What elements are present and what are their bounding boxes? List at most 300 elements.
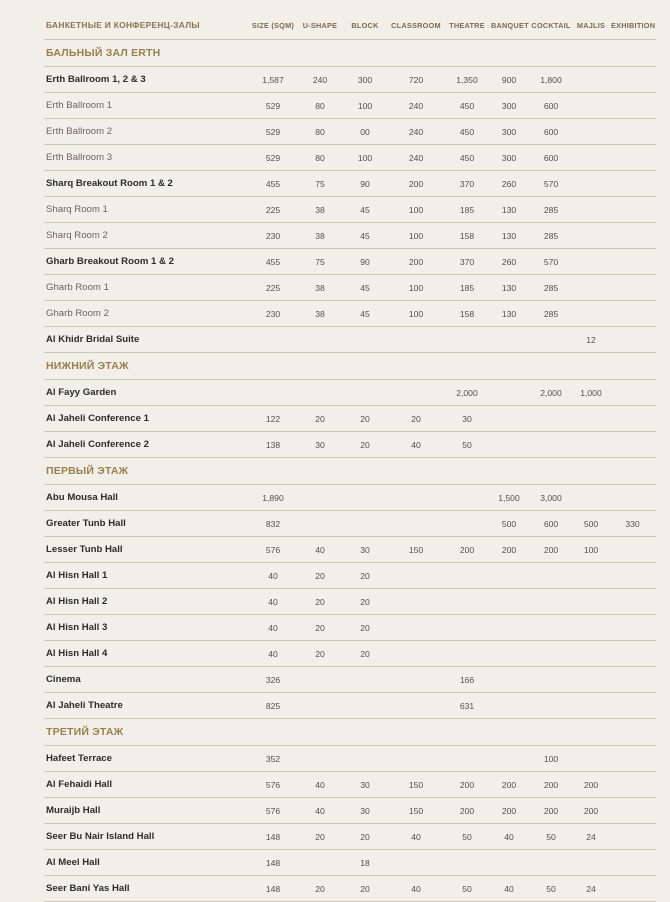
capacity-cell: 150	[387, 798, 445, 824]
capacity-cell	[387, 850, 445, 876]
venue-name: Al Hisn Hall 4	[44, 641, 249, 667]
capacity-cell	[445, 615, 489, 641]
capacity-cell: 600	[529, 93, 573, 119]
capacity-cell: 225	[249, 275, 297, 301]
capacity-cell	[609, 615, 656, 641]
capacity-cell: 40	[297, 798, 343, 824]
capacity-cell	[529, 615, 573, 641]
capacity-cell	[529, 641, 573, 667]
capacity-cell: 80	[297, 93, 343, 119]
table-row	[44, 537, 656, 563]
capacity-cell	[529, 589, 573, 615]
table-row	[44, 275, 656, 301]
venue-name: Sharq Room 2	[44, 223, 249, 249]
capacity-cell: 1,890	[249, 485, 297, 511]
capacity-cell: 30	[343, 798, 387, 824]
capacity-cell	[609, 485, 656, 511]
capacity-cell: 1,500	[489, 485, 529, 511]
column-header-cocktail: COCKTAIL	[531, 21, 571, 30]
capacity-cell	[445, 485, 489, 511]
capacity-cell	[387, 641, 445, 667]
capacity-cell	[609, 432, 656, 458]
capacity-cell	[387, 511, 445, 537]
capacity-cell	[609, 641, 656, 667]
capacity-cell	[573, 145, 609, 171]
capacity-cell: 20	[343, 615, 387, 641]
capacity-cell	[343, 693, 387, 719]
capacity-cell: 200	[573, 772, 609, 798]
capacity-cell: 20	[343, 824, 387, 850]
table-section-row	[44, 353, 656, 380]
capacity-cell	[445, 850, 489, 876]
capacity-cell: 75	[297, 171, 343, 197]
table-row	[44, 223, 656, 249]
venue-name: Cinema	[44, 667, 249, 693]
capacity-cell: 450	[445, 93, 489, 119]
table-row	[44, 563, 656, 589]
venue-name: Al Meel Hall	[44, 850, 249, 876]
table-row	[44, 145, 656, 171]
capacity-cell: 631	[445, 693, 489, 719]
capacity-cell	[249, 327, 297, 353]
capacity-cell	[445, 589, 489, 615]
capacity-cell	[609, 249, 656, 275]
capacity-cell	[445, 746, 489, 772]
capacity-cell	[489, 746, 529, 772]
capacity-cell	[573, 406, 609, 432]
capacity-cell: 900	[489, 67, 529, 93]
capacity-cell	[387, 380, 445, 406]
capacity-cell: 100	[343, 145, 387, 171]
capacity-cell: 38	[297, 197, 343, 223]
capacity-cell: 576	[249, 772, 297, 798]
capacity-cell	[445, 327, 489, 353]
capacity-cell: 40	[249, 589, 297, 615]
capacity-cell: 326	[249, 667, 297, 693]
capacity-cell: 100	[573, 537, 609, 563]
capacity-cell: 20	[297, 406, 343, 432]
capacity-cell: 230	[249, 223, 297, 249]
venue-name: Al Hisn Hall 3	[44, 615, 249, 641]
table-row	[44, 432, 656, 458]
capacity-cell: 529	[249, 145, 297, 171]
venue-name: Muraijb Hall	[44, 798, 249, 824]
capacity-cell	[609, 119, 656, 145]
venue-capacity-table	[44, 20, 656, 902]
capacity-cell: 45	[343, 197, 387, 223]
capacity-cell: 576	[249, 798, 297, 824]
capacity-cell	[297, 850, 343, 876]
capacity-cell: 50	[529, 876, 573, 902]
capacity-cell: 1,800	[529, 67, 573, 93]
venue-name: Al Jaheli Conference 1	[44, 406, 249, 432]
capacity-cell	[609, 746, 656, 772]
capacity-cell: 40	[249, 641, 297, 667]
capacity-cell: 1,350	[445, 67, 489, 93]
venue-name: Erth Ballroom 3	[44, 145, 249, 171]
capacity-cell: 100	[387, 275, 445, 301]
capacity-cell: 30	[343, 772, 387, 798]
table-row	[44, 485, 656, 511]
capacity-cell: 230	[249, 301, 297, 327]
capacity-cell: 40	[387, 824, 445, 850]
capacity-cell	[387, 589, 445, 615]
capacity-cell: 825	[249, 693, 297, 719]
capacity-cell	[529, 432, 573, 458]
table-row	[44, 67, 656, 93]
capacity-cell: 300	[489, 119, 529, 145]
capacity-cell: 18	[343, 850, 387, 876]
venue-name: Gharb Room 2	[44, 301, 249, 327]
capacity-cell	[609, 327, 656, 353]
capacity-cell: 50	[445, 824, 489, 850]
capacity-cell	[489, 693, 529, 719]
capacity-cell	[387, 327, 445, 353]
capacity-cell	[343, 746, 387, 772]
table-section-row	[44, 719, 656, 746]
capacity-cell: 166	[445, 667, 489, 693]
capacity-cell: 720	[387, 67, 445, 93]
column-header-size: SIZE (SQM)	[251, 21, 295, 30]
capacity-cell: 450	[445, 145, 489, 171]
capacity-cell: 75	[297, 249, 343, 275]
capacity-cell	[609, 197, 656, 223]
capacity-cell	[343, 511, 387, 537]
capacity-cell: 600	[529, 511, 573, 537]
capacity-cell: 240	[387, 93, 445, 119]
capacity-cell	[573, 589, 609, 615]
column-header-theatre: THEATRE	[449, 21, 485, 30]
capacity-cell: 260	[489, 171, 529, 197]
capacity-cell: 20	[387, 406, 445, 432]
capacity-cell	[609, 667, 656, 693]
capacity-cell	[573, 67, 609, 93]
capacity-cell	[573, 119, 609, 145]
capacity-cell	[387, 693, 445, 719]
capacity-cell: 80	[297, 119, 343, 145]
capacity-cell	[489, 641, 529, 667]
capacity-cell: 100	[529, 746, 573, 772]
table-row	[44, 93, 656, 119]
capacity-cell	[609, 824, 656, 850]
table-header-row	[44, 20, 656, 40]
capacity-cell	[489, 667, 529, 693]
capacity-cell: 148	[249, 824, 297, 850]
capacity-cell	[387, 746, 445, 772]
capacity-cell	[573, 850, 609, 876]
capacity-cell: 500	[489, 511, 529, 537]
capacity-cell: 370	[445, 171, 489, 197]
capacity-cell: 12	[573, 327, 609, 353]
capacity-cell	[573, 432, 609, 458]
venue-name: Hafeet Terrace	[44, 746, 249, 772]
section-label: БАЛЬНЫЙ ЗАЛ ERTH	[44, 40, 656, 67]
table-row	[44, 798, 656, 824]
capacity-cell	[297, 327, 343, 353]
column-header-venue: БАНКЕТНЫЕ И КОНФЕРЕНЦ-ЗАЛЫ	[46, 20, 200, 30]
capacity-cell	[297, 485, 343, 511]
capacity-cell	[489, 380, 529, 406]
capacity-cell	[529, 667, 573, 693]
capacity-cell: 24	[573, 876, 609, 902]
table-section-row	[44, 458, 656, 485]
venue-name: Gharb Room 1	[44, 275, 249, 301]
capacity-cell	[489, 563, 529, 589]
capacity-cell: 24	[573, 824, 609, 850]
capacity-cell: 300	[489, 145, 529, 171]
capacity-cell: 2,000	[529, 380, 573, 406]
capacity-cell: 100	[387, 197, 445, 223]
capacity-cell: 240	[297, 67, 343, 93]
capacity-cell	[529, 563, 573, 589]
capacity-cell	[529, 850, 573, 876]
capacity-cell: 832	[249, 511, 297, 537]
capacity-cell: 1,587	[249, 67, 297, 93]
capacity-cell: 100	[343, 93, 387, 119]
venue-name: Al Fayy Garden	[44, 380, 249, 406]
capacity-cell: 200	[445, 798, 489, 824]
capacity-cell	[297, 667, 343, 693]
capacity-cell	[573, 641, 609, 667]
capacity-cell: 185	[445, 197, 489, 223]
capacity-cell: 90	[343, 249, 387, 275]
capacity-cell	[573, 197, 609, 223]
capacity-cell	[573, 249, 609, 275]
capacity-cell	[609, 876, 656, 902]
capacity-cell: 45	[343, 223, 387, 249]
capacity-cell: 45	[343, 301, 387, 327]
column-header-exhibition: EXHIBITION	[611, 21, 656, 30]
capacity-cell: 38	[297, 275, 343, 301]
table-row	[44, 301, 656, 327]
venue-name: Al Jaheli Theatre	[44, 693, 249, 719]
capacity-cell: 285	[529, 223, 573, 249]
capacity-cell	[387, 615, 445, 641]
capacity-cell	[489, 406, 529, 432]
capacity-cell	[445, 511, 489, 537]
capacity-cell	[489, 432, 529, 458]
column-header-block: BLOCK	[351, 21, 379, 30]
capacity-cell: 40	[387, 432, 445, 458]
capacity-cell: 600	[529, 145, 573, 171]
capacity-cell	[609, 171, 656, 197]
capacity-cell: 20	[297, 615, 343, 641]
capacity-cell: 158	[445, 223, 489, 249]
capacity-cell	[343, 380, 387, 406]
capacity-cell: 20	[297, 589, 343, 615]
capacity-cell: 40	[489, 824, 529, 850]
column-header-banquet: BANQUET	[491, 21, 529, 30]
venue-name: Sharq Breakout Room 1 & 2	[44, 171, 249, 197]
capacity-cell	[609, 67, 656, 93]
capacity-cell: 352	[249, 746, 297, 772]
table-row	[44, 850, 656, 876]
venue-capacity-page	[0, 20, 670, 897]
venue-name: Al Khidr Bridal Suite	[44, 327, 249, 353]
capacity-cell: 20	[343, 876, 387, 902]
capacity-cell	[343, 485, 387, 511]
capacity-cell: 200	[445, 772, 489, 798]
capacity-cell	[573, 301, 609, 327]
capacity-cell: 455	[249, 249, 297, 275]
capacity-cell: 90	[343, 171, 387, 197]
venue-name: Erth Ballroom 1	[44, 93, 249, 119]
capacity-cell	[573, 615, 609, 641]
capacity-cell: 200	[529, 798, 573, 824]
column-header-ushape: U-SHAPE	[302, 21, 338, 30]
table-row	[44, 693, 656, 719]
capacity-cell: 38	[297, 223, 343, 249]
venue-name: Lesser Tunb Hall	[44, 537, 249, 563]
capacity-cell	[445, 563, 489, 589]
capacity-cell: 20	[343, 406, 387, 432]
capacity-cell: 138	[249, 432, 297, 458]
capacity-cell: 50	[445, 876, 489, 902]
capacity-cell: 285	[529, 197, 573, 223]
capacity-cell	[573, 563, 609, 589]
table-section-row	[44, 40, 656, 67]
capacity-cell	[343, 667, 387, 693]
capacity-cell	[609, 301, 656, 327]
table-row	[44, 380, 656, 406]
capacity-cell: 130	[489, 301, 529, 327]
table-row	[44, 876, 656, 902]
capacity-cell: 40	[249, 563, 297, 589]
capacity-cell: 330	[609, 511, 656, 537]
venue-name: Abu Mousa Hall	[44, 485, 249, 511]
capacity-cell: 100	[387, 301, 445, 327]
capacity-cell	[609, 563, 656, 589]
capacity-cell	[609, 589, 656, 615]
capacity-cell: 40	[489, 876, 529, 902]
capacity-cell: 20	[343, 641, 387, 667]
venue-name: Gharb Breakout Room 1 & 2	[44, 249, 249, 275]
venue-name: Seer Bu Nair Island Hall	[44, 824, 249, 850]
table-body	[44, 40, 656, 902]
capacity-cell	[573, 93, 609, 119]
capacity-cell: 40	[297, 537, 343, 563]
capacity-cell: 300	[343, 67, 387, 93]
capacity-cell	[529, 693, 573, 719]
capacity-cell: 240	[387, 119, 445, 145]
capacity-cell: 529	[249, 119, 297, 145]
table-row	[44, 406, 656, 432]
table-row	[44, 746, 656, 772]
capacity-cell: 30	[445, 406, 489, 432]
capacity-cell	[573, 746, 609, 772]
capacity-cell: 200	[489, 798, 529, 824]
venue-name: Al Fehaidi Hall	[44, 772, 249, 798]
capacity-cell	[609, 223, 656, 249]
capacity-cell: 50	[445, 432, 489, 458]
table-row	[44, 641, 656, 667]
capacity-cell: 38	[297, 301, 343, 327]
capacity-cell: 20	[297, 563, 343, 589]
capacity-cell: 148	[249, 850, 297, 876]
capacity-cell	[387, 667, 445, 693]
section-label: ПЕРВЫЙ ЭТАЖ	[44, 458, 656, 485]
capacity-cell: 200	[573, 798, 609, 824]
capacity-cell: 576	[249, 537, 297, 563]
table-row	[44, 197, 656, 223]
capacity-cell: 130	[489, 275, 529, 301]
venue-name: Al Hisn Hall 1	[44, 563, 249, 589]
capacity-cell: 300	[489, 93, 529, 119]
venue-name: Erth Ballroom 2	[44, 119, 249, 145]
capacity-cell	[573, 667, 609, 693]
capacity-cell	[489, 589, 529, 615]
capacity-cell: 260	[489, 249, 529, 275]
capacity-cell	[489, 327, 529, 353]
capacity-cell: 3,000	[529, 485, 573, 511]
capacity-cell: 200	[387, 249, 445, 275]
capacity-cell: 80	[297, 145, 343, 171]
capacity-cell	[387, 485, 445, 511]
capacity-cell	[609, 537, 656, 563]
capacity-cell: 50	[529, 824, 573, 850]
table-row	[44, 772, 656, 798]
capacity-cell: 20	[343, 563, 387, 589]
capacity-cell: 200	[489, 537, 529, 563]
capacity-cell: 185	[445, 275, 489, 301]
venue-name: Erth Ballroom 1, 2 & 3	[44, 67, 249, 93]
capacity-cell	[573, 275, 609, 301]
capacity-cell: 570	[529, 171, 573, 197]
venue-name: Al Jaheli Conference 2	[44, 432, 249, 458]
capacity-cell: 150	[387, 772, 445, 798]
capacity-cell	[609, 772, 656, 798]
capacity-cell: 130	[489, 197, 529, 223]
capacity-cell: 500	[573, 511, 609, 537]
capacity-cell	[489, 850, 529, 876]
capacity-cell	[573, 171, 609, 197]
capacity-cell: 570	[529, 249, 573, 275]
capacity-cell	[297, 511, 343, 537]
venue-name: Sharq Room 1	[44, 197, 249, 223]
capacity-cell: 130	[489, 223, 529, 249]
capacity-cell: 40	[249, 615, 297, 641]
capacity-cell	[609, 693, 656, 719]
capacity-cell: 148	[249, 876, 297, 902]
capacity-cell: 100	[387, 223, 445, 249]
capacity-cell: 200	[529, 772, 573, 798]
capacity-cell: 30	[343, 537, 387, 563]
capacity-cell: 00	[343, 119, 387, 145]
capacity-cell	[297, 693, 343, 719]
capacity-cell	[573, 693, 609, 719]
column-header-majlis: MAJLIS	[576, 21, 606, 30]
capacity-cell	[297, 746, 343, 772]
capacity-cell	[573, 485, 609, 511]
capacity-cell: 529	[249, 93, 297, 119]
table-row	[44, 667, 656, 693]
capacity-cell: 158	[445, 301, 489, 327]
venue-name: Seer Bani Yas Hall	[44, 876, 249, 902]
capacity-cell	[297, 380, 343, 406]
capacity-cell	[609, 93, 656, 119]
table-row	[44, 511, 656, 537]
capacity-cell: 225	[249, 197, 297, 223]
capacity-cell	[343, 327, 387, 353]
table-row	[44, 249, 656, 275]
capacity-cell	[445, 641, 489, 667]
capacity-cell	[387, 563, 445, 589]
capacity-cell: 200	[529, 537, 573, 563]
capacity-cell: 20	[297, 876, 343, 902]
capacity-cell: 200	[445, 537, 489, 563]
capacity-cell	[609, 406, 656, 432]
capacity-cell: 40	[297, 772, 343, 798]
